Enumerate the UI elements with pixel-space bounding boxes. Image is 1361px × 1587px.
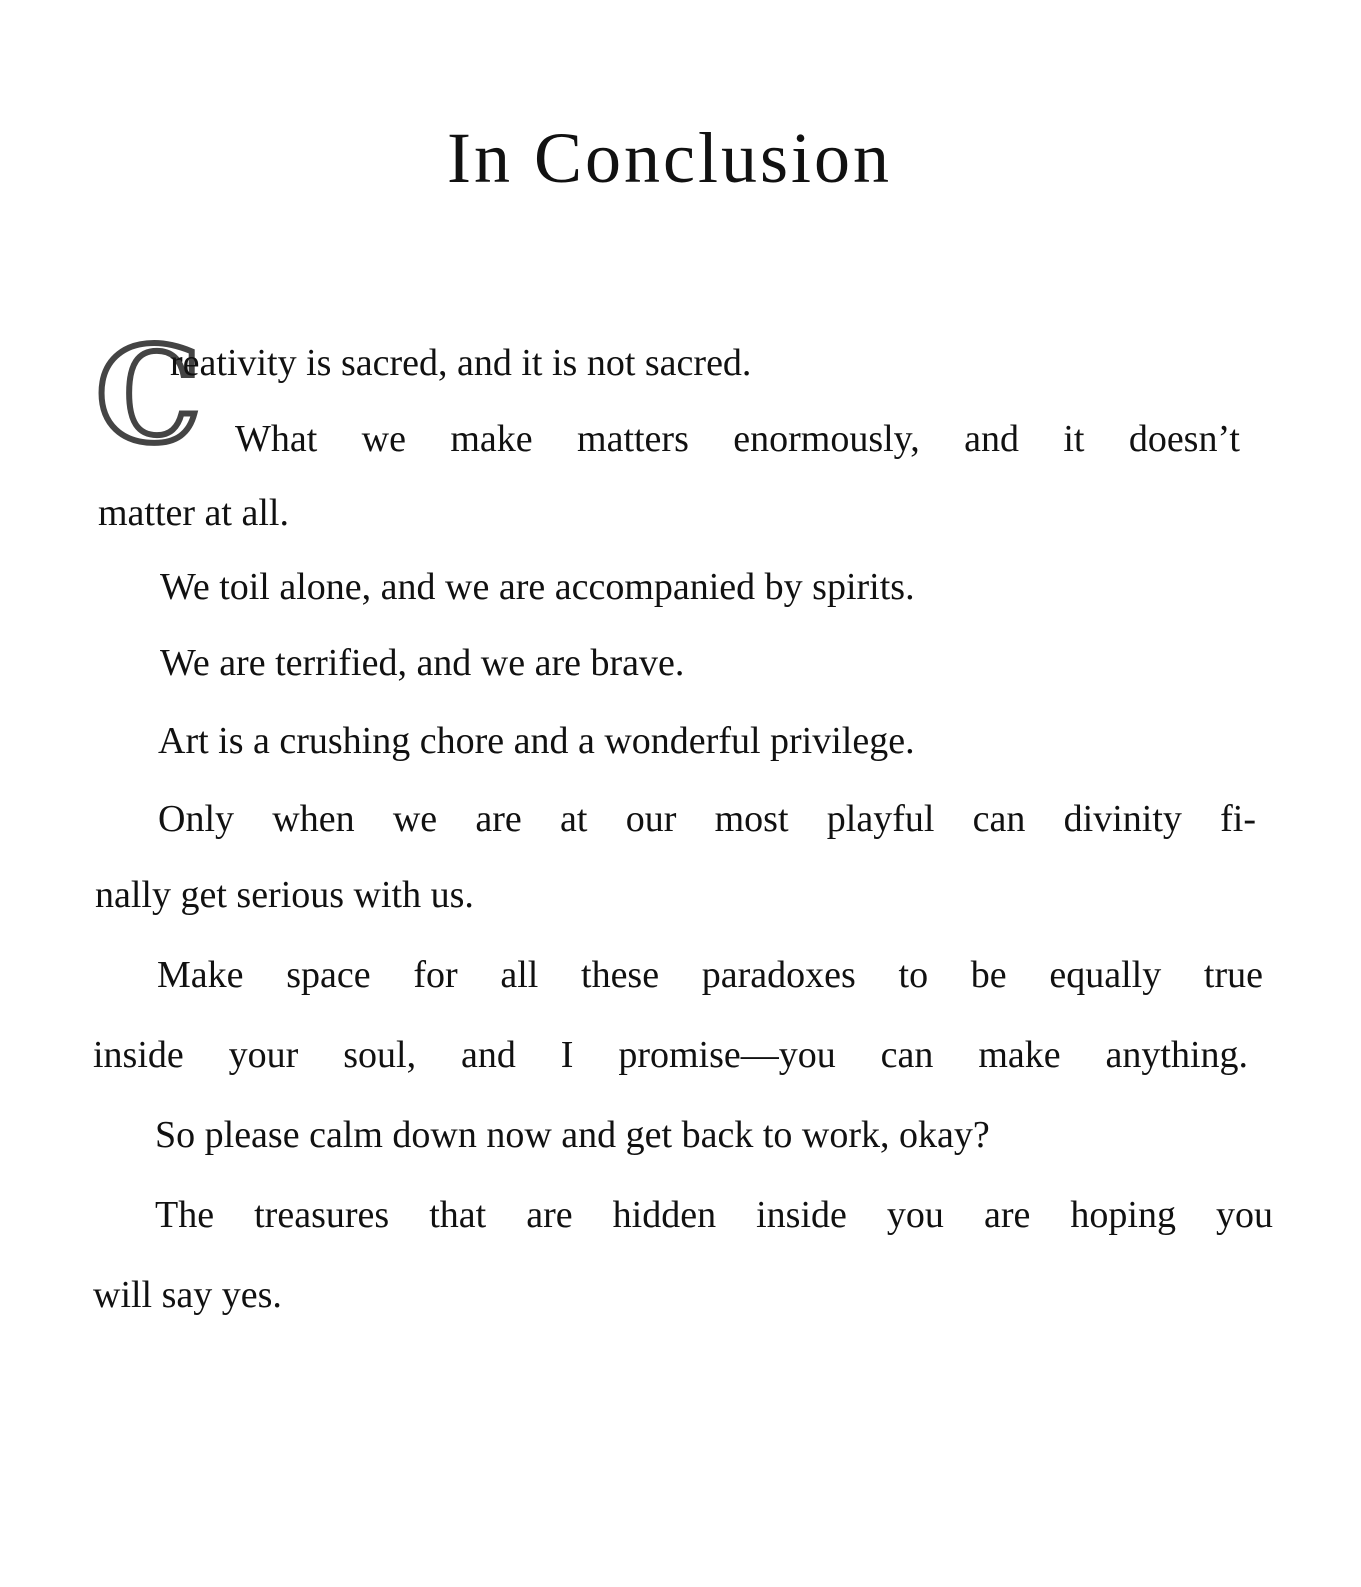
text-line-5: We are terrified, and we are brave. — [160, 642, 685, 684]
text-line-13: will say yes. — [93, 1274, 282, 1316]
text-line-2: What we make matters enormously, and it doesn’t — [235, 418, 1240, 460]
text-line-6: Art is a crushing chore and a wonderful privilege. — [158, 720, 915, 762]
page-title: In Conclusion — [447, 118, 892, 198]
text-line-1: reativity is sacred, and it is not sacred. — [170, 342, 752, 384]
text-line-11: So please calm down now and get back to work, okay? — [155, 1114, 990, 1156]
text-line-10: inside your soul, and I promise—you can make anything. — [93, 1034, 1248, 1076]
text-line-4: We toil alone, and we are accompanied by spirits. — [160, 566, 915, 608]
text-line-8: nally get serious with us. — [95, 874, 474, 916]
text-line-12: The treasures that are hidden inside you are hoping you — [155, 1194, 1273, 1236]
text-line-7: Only when we are at our most playful can divinity fi- — [158, 798, 1256, 840]
drop-cap-letter: C — [96, 318, 202, 473]
text-line-9: Make space for all these paradoxes to be equally true — [157, 954, 1263, 996]
text-line-3: matter at all. — [98, 492, 289, 534]
